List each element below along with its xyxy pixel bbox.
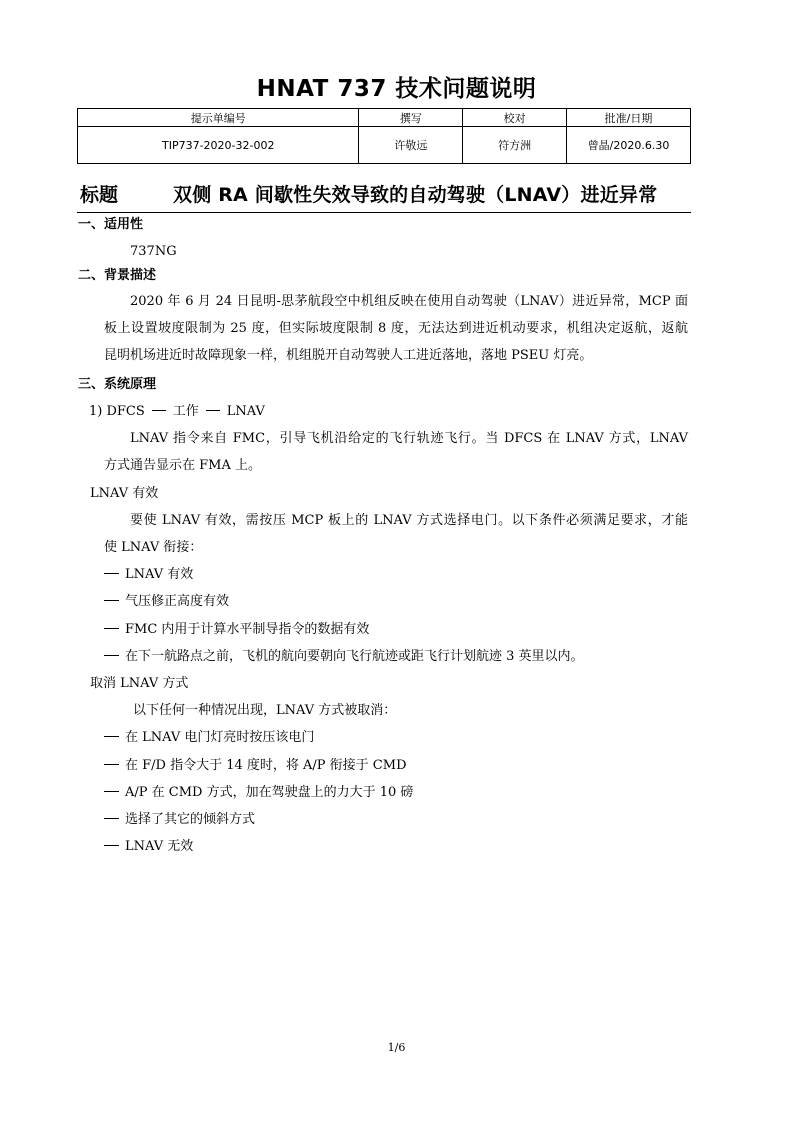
list-item-text: LNAV 无效 [125,839,194,854]
lnav-cancel-heading: 取消 LNAV 方式 [90,676,189,691]
subsection-dfcs [89,403,265,421]
list-item [104,838,193,856]
lnav-engage-line: 使 LNAV 衔接： [104,540,203,555]
section-heading-principle: 三、系统原理 [78,377,157,392]
info-value-approval: 曾晶/2020.6.30 [567,127,691,164]
list-item [104,648,584,666]
info-header-proofreader: 校对 [463,109,567,127]
subsection-dfcs-mid: 工作 [172,404,199,419]
info-value-proofreader: 符方洲 [463,127,567,164]
list-item [104,811,255,829]
info-header-author: 撰写 [359,109,463,127]
dash-icon [104,600,119,602]
list-item-text: 气压修正高度有效 [125,594,230,609]
dash-icon [104,845,119,847]
info-table [77,108,691,164]
list-item-text: A/P 在 CMD 方式，加在驾驶盘上的力大于 10 磅 [125,785,414,800]
list-item-text: 在 F/D 指令大于 14 度时，将 A/P 衔接于 CMD [125,758,407,773]
page-number: 1/6 [387,1041,406,1054]
list-item-text: FMC 内用于计算水平制导指令的数据有效 [125,622,370,637]
background-line: 2020 年 6 月 24 日昆明-思茅航段空中机组反映在使用自动驾驶（LNAV）进近异常，MCP 面 [130,294,688,309]
list-item [104,757,407,775]
list-item-text: LNAV 有效 [125,567,194,582]
lnav-engage-heading: LNAV 有效 [90,486,159,501]
dash-icon [104,818,119,820]
info-header-approval: 批准/日期 [567,109,691,127]
list-item [104,593,229,611]
list-item-text: 在下一航路点之前，飞机的航向要朝向飞行航迹或距飞行计划航迹 3 英里以内。 [125,649,584,664]
list-item [104,729,314,747]
info-value-author: 许敬远 [359,127,463,164]
list-item [104,566,193,584]
list-item-text: 在 LNAV 电门灯亮时按压该电门 [125,730,315,745]
info-value-tip-number: TIP737-2020-32-002 [78,127,359,164]
background-line: 昆明机场进近时故障现象一样，机组脱开自动驾驶人工进近落地，落地 PSEU 灯亮。 [104,348,593,363]
list-item [104,784,413,802]
background-line: 板上设置坡度限制为 25 度，但实际坡度限制 8 度，无法达到进近机动要求，机组决定返航，返航 [104,321,688,336]
lnav-engage-line: 要使 LNAV 有效，需按压 MCP 板上的 LNAV 方式选择电门。以下条件必须满足要求，才能 [130,513,688,528]
topic-row [77,176,691,213]
subsection-dfcs-end: LNAV [226,404,265,419]
dash-icon [104,573,119,575]
dash-icon [104,628,119,630]
dash-icon [206,410,220,412]
dash-icon [104,764,119,766]
dash-icon [152,410,166,412]
document-title: HNAT 737 技术问题说明 [256,76,537,102]
principle-intro-line: LNAV 指令来自 FMC，引导飞机沿给定的飞行轨迹飞行。当 DFCS 在 LNAV 方式，LNAV [130,431,688,446]
dash-icon [104,655,119,657]
info-table-header-row [78,109,691,127]
section-heading-applicability: 一、适用性 [78,217,144,232]
section-heading-background: 二、背景描述 [78,268,157,283]
topic-label: 标题 [80,184,119,206]
dash-icon [104,736,119,738]
list-item-text: 选择了其它的倾斜方式 [125,812,256,827]
topic-text: 双侧 RA 间歇性失效导致的自动驾驶（LNAV）进近异常 [173,184,658,206]
applicability-content: 737NG [130,244,177,259]
principle-intro-line: 方式通告显示在 FMA 上。 [104,458,261,473]
info-header-tip-number: 提示单编号 [78,109,359,127]
list-item [104,621,369,639]
subsection-dfcs-prefix: 1) DFCS [89,404,145,419]
dash-icon [104,791,119,793]
lnav-cancel-intro: 以下任何一种情况出现，LNAV 方式被取消： [133,703,397,718]
info-table-value-row [78,127,691,164]
